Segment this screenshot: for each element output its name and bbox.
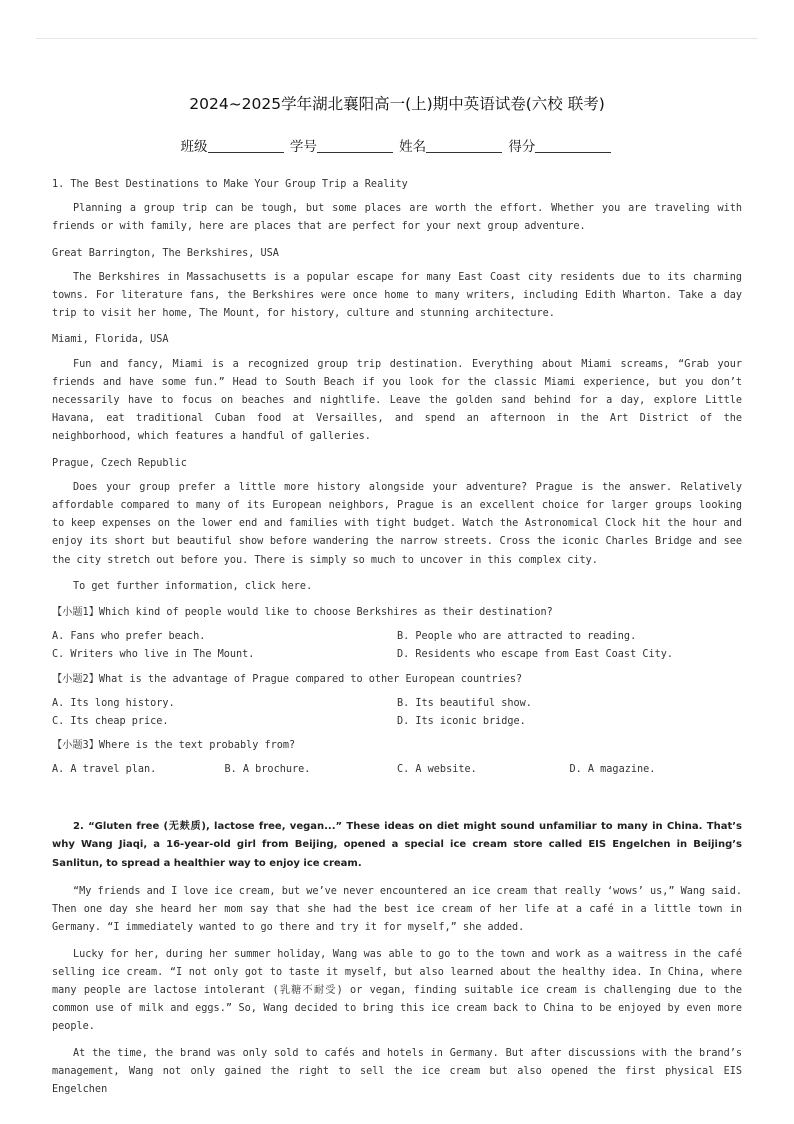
student-id-label: 学号 — [289, 139, 317, 155]
option-b[interactable]: B. A brochure. — [224, 764, 311, 776]
further-info-link[interactable]: To get further information, click here. — [73, 580, 313, 592]
option-a[interactable]: A. A travel plan. — [52, 764, 157, 776]
q1-intro: Planning a group trip can be tough, but some places are worth the effort. Whether you are traveling with friends or with family, here are places that are perfect for your next group adventure. — [52, 203, 742, 233]
subquestion-2-stem: 【小题2】What is the advantage of Prague compared to other European countries? — [52, 673, 523, 685]
class-blank[interactable] — [208, 138, 284, 153]
student-info-line — [0, 135, 794, 155]
student-id-blank[interactable] — [317, 138, 393, 153]
q2-paragraph: “My friends and I love ice cream, but we’ve never encountered an ice cream that really ‘wows’ us,” Wang said. Then one day she heard her mom say that she had the best ice cream of her life at a café in a little town in Germany. “I immediately wanted to go there and try it for myself,” she added. — [52, 885, 742, 934]
q2-number: 2. — [73, 820, 84, 832]
page-title: 2024~2025学年湖北襄阳高一(上)期中英语试卷(六校 联考) — [189, 95, 605, 113]
option-c[interactable]: C. Writers who live in The Mount. — [52, 649, 255, 661]
score-blank[interactable] — [535, 138, 611, 153]
subquestion-2-options — [52, 695, 742, 731]
place-text-prague: Does your group prefer a little more history alongside your adventure? Prague is the answer. Relatively affordable compared to many of its European neighbors, Prague is an excellent choice for larger groups looking to keep expenses on the lower end and families with tight budget. Watch the Astronomical Clock hit the hour and enjoy its short but beautiful show before wandering the narrow streets. Cross the iconic Charles Bridge and see the city stretch out before you. There is simply so much to uncover in this complex city. — [52, 481, 742, 566]
class-label: 班级 — [180, 139, 208, 155]
subquestion-1-stem: 【小题1】Which kind of people would like to choose Berkshires as their destination? — [52, 607, 553, 619]
option-d[interactable]: D. Residents who escape from East Coast City. — [397, 649, 674, 661]
subquestion-3-stem: 【小题3】Where is the text probably from? — [52, 740, 296, 752]
option-b[interactable]: B. People who are attracted to reading. — [397, 631, 637, 643]
place-name-berkshires: Great Barrington, The Berkshires, USA — [52, 247, 279, 259]
q2-paragraph: Lucky for her, during her summer holiday, Wang was able to go to the town and work as a waitress in the café selling ice cream. “I not only got to taste it myself, but also learned about the healthy idea. In China, where many people are lactose intolerant (乳糖不耐受) or vegan, finding suitable ice cream is challenging due to the common use of milk and eggs.” So, Wang decided to bring this ice cream back to China to be enjoyed by even more people. — [52, 948, 742, 1033]
place-text-berkshires: The Berkshires in Massachusetts is a popular escape for many East Coast city residents due to its charming towns. For literature fans, the Berkshires were once home to many writers, including Edith Wharton. Take a day trip to visit her home, The Mount, for history, culture and stunning architecture. — [52, 271, 742, 320]
subquestion-1-options — [52, 628, 742, 664]
page-top-rule — [36, 38, 758, 39]
name-blank[interactable] — [426, 138, 502, 153]
q2-heading-text: “Gluten free (无麸质), lactose free, vegan...” These ideas on diet might sound unfamiliar to many in China. That’s why Wang Jiaqi, a 16-year-old girl from Beijing, opened a special ice cream store called EIS Engelchen in Beijing’s Sanlitun, to spread a healthier way to enjoy ice cream. — [52, 820, 742, 869]
option-a[interactable]: A. Fans who prefer beach. — [52, 631, 206, 643]
subquestion-3-options — [52, 761, 742, 779]
q2-paragraph: At the time, the brand was only sold to cafés and hotels in Germany. But after discussions with the brand’s management, Wang not only gained the right to sell the ice cream but also opened the first physical EIS Engelchen — [52, 1047, 742, 1095]
option-a[interactable]: A. Its long history. — [52, 697, 175, 709]
q1-heading: 1. The Best Destinations to Make Your Group Trip a Reality — [52, 179, 408, 190]
option-c[interactable]: C. Its cheap price. — [52, 716, 169, 728]
place-name-miami: Miami, Florida, USA — [52, 334, 169, 346]
option-d[interactable]: D. Its iconic bridge. — [397, 716, 526, 728]
exam-content — [52, 176, 742, 1107]
q2-heading — [52, 818, 742, 873]
score-label: 得分 — [508, 139, 536, 155]
option-c[interactable]: C. A website. — [397, 764, 477, 776]
place-name-prague: Prague, Czech Republic — [52, 457, 187, 469]
name-label: 姓名 — [399, 139, 427, 155]
option-b[interactable]: B. Its beautiful show. — [397, 697, 532, 709]
option-d[interactable]: D. A magazine. — [569, 764, 656, 776]
place-text-miami: Fun and fancy, Miami is a recognized group trip destination. Everything about Miami screams, “Grab your friends and have some fun.” Head to South Beach if you look for the classic Miami experience, but you don’t necessarily have to focus on beaches and nightlife. Leave the golden sand behind for a day, explore Little Havana, eat traditional Cuban food at Versailles, and spend an afternoon in the Art District of the neighborhood, which features a handful of galleries. — [52, 358, 742, 443]
